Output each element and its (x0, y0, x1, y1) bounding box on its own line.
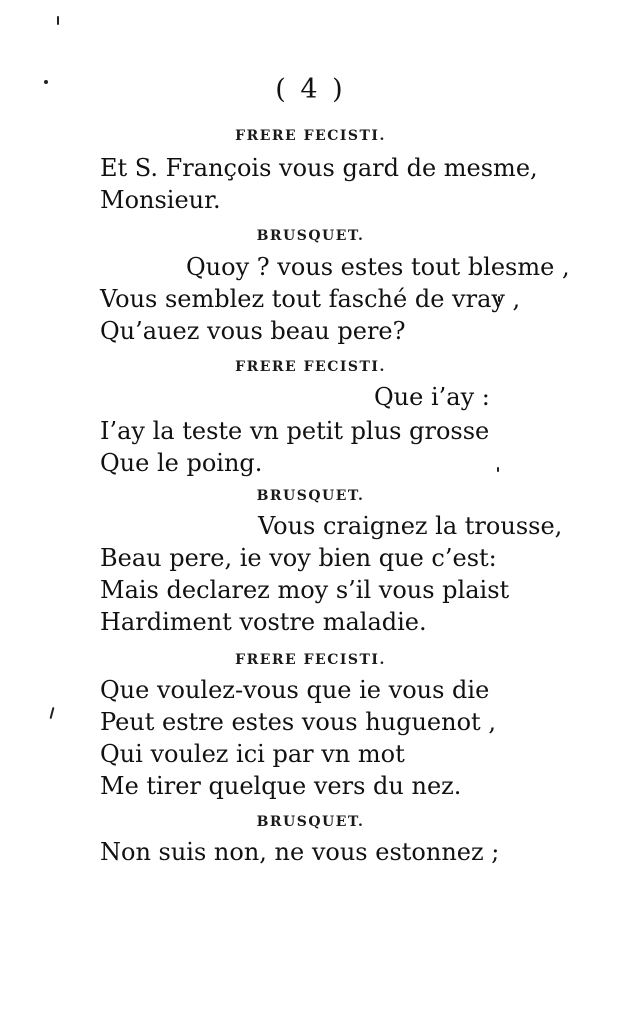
verse-line: Qu’auez vous beau pere? (100, 317, 406, 345)
print-speck (49, 707, 54, 719)
verse-line: Et S. François vous gard de mesme, (100, 154, 538, 182)
verse-line: Vous craignez la trousse, (258, 512, 563, 540)
verse-line: Hardiment vostre maladie. (100, 608, 427, 636)
speaker-heading: BRUSQUET. (256, 814, 365, 830)
speaker-heading: BRUSQUET. (256, 488, 365, 504)
verse-line: Peut estre estes vous huguenot , (100, 708, 496, 736)
verse-line: Beau pere, ie voy bien que c’est: (100, 544, 497, 572)
page-number: ( 4 ) (275, 74, 346, 105)
verse-line: Qui voulez ici par vn mot (100, 740, 405, 768)
speaker-heading: BRUSQUET. (256, 228, 365, 244)
speaker-heading: FRERE FECISTI. (235, 652, 386, 668)
verse-line: Vous semblez tout fasché de vray , (100, 285, 521, 313)
verse-line: Mais declarez moy s’il vous plaist (100, 576, 510, 604)
speaker-heading: FRERE FECISTI. (235, 359, 386, 375)
print-speck (497, 467, 499, 472)
verse-line: Me tirer quelque vers du nez. (100, 772, 462, 800)
verse-line: Que le poing. (100, 449, 263, 477)
speaker-heading: FRERE FECISTI. (235, 128, 386, 144)
verse-line: Monsieur. (100, 186, 221, 214)
print-speck (57, 16, 59, 25)
verse-line: I’ay la teste vn petit plus grosse (100, 417, 490, 445)
verse-line: Quoy ? vous estes tout blesme , (186, 253, 570, 281)
verse-line: Que i’ay : (374, 383, 490, 411)
verse-line: Que voulez-vous que ie vous die (100, 676, 490, 704)
verse-line: Non suis non, ne vous estonnez ; (100, 838, 500, 866)
